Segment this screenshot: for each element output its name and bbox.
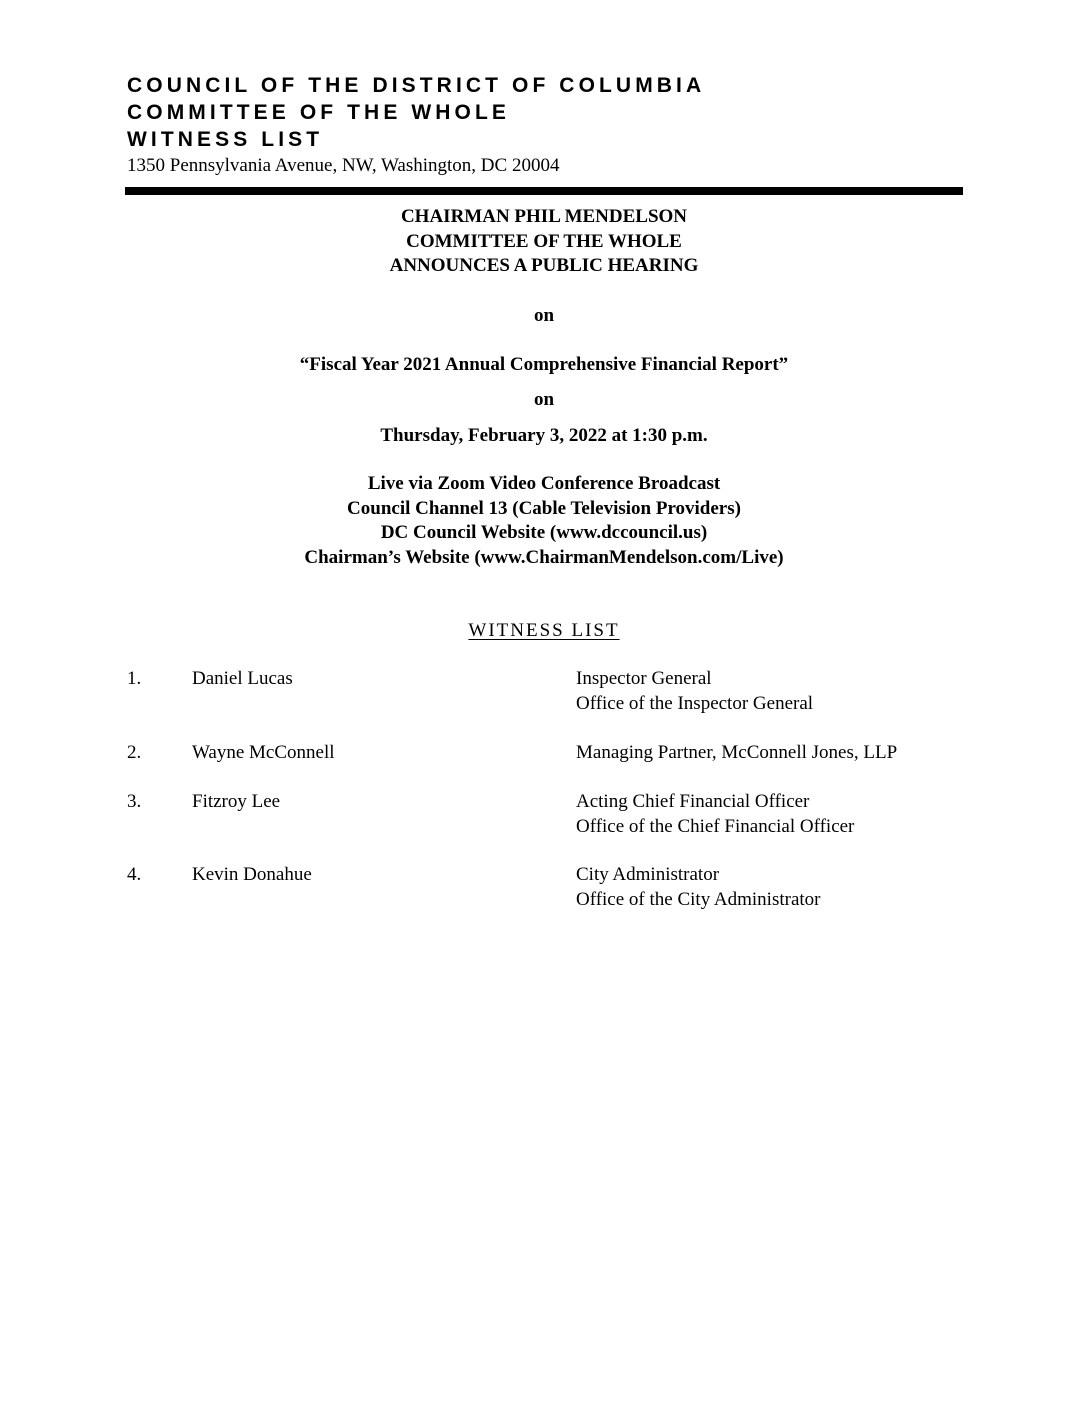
announcement-on-1: on (533, 305, 555, 326)
broadcast-info (125, 472, 963, 570)
broadcast-council-website: DC Council Website (www.dccouncil.us) (380, 522, 708, 543)
hearing-datetime: Thursday, February 3, 2022 at 1:30 p.m. (380, 425, 708, 446)
witness-name: Fitzroy Lee (192, 791, 281, 812)
header-rule (125, 187, 963, 195)
witness-number: 1. (127, 668, 142, 689)
witness-number: 4. (127, 864, 142, 885)
witness-name: Wayne McConnell (192, 742, 335, 763)
letterhead-committee: COMMITTEE OF THE WHOLE (127, 101, 511, 124)
witness-number: 2. (127, 742, 142, 763)
broadcast-chairman-website: Chairman’s Website (www.ChairmanMendelson.com/Live) (304, 546, 784, 568)
letterhead-document-type: WITNESS LIST (127, 128, 324, 151)
witness-affiliation (576, 741, 897, 766)
hearing-subject: “Fiscal Year 2021 Annual Comprehensive Financial Report” (299, 354, 789, 375)
witness-name: Kevin Donahue (192, 864, 312, 885)
letterhead (127, 72, 967, 178)
announcement-hearing: ANNOUNCES A PUBLIC HEARING (389, 255, 699, 276)
announcement-committee: COMMITTEE OF THE WHOLE (406, 230, 682, 252)
witness-office: Office of the Inspector General (576, 692, 814, 714)
witness-number: 3. (127, 791, 142, 812)
announcement-chairman: CHAIRMAN PHIL MENDELSON (400, 206, 688, 227)
witness-affiliation (576, 790, 854, 839)
letterhead-address: 1350 Pennsylvania Avenue, NW, Washington, DC 20004 (127, 155, 560, 176)
witness-affiliation (576, 667, 813, 716)
broadcast-channel: Council Channel 13 (Cable Television Providers) (347, 497, 741, 519)
letterhead-council: COUNCIL OF THE DISTRICT OF COLUMBIA (127, 74, 706, 97)
announcement-on-2: on (533, 389, 555, 410)
broadcast-zoom: Live via Zoom Video Conference Broadcast (367, 473, 721, 494)
announcement-heading (125, 205, 963, 279)
witness-list-heading-text: WITNESS LIST (468, 620, 620, 641)
witness-office: Office of the City Administrator (576, 888, 821, 910)
witness-name: Daniel Lucas (192, 668, 293, 689)
witness-title: City Administrator (576, 864, 720, 885)
witness-title: Managing Partner, McConnell Jones, LLP (576, 742, 898, 763)
witness-title: Inspector General (576, 668, 712, 689)
witness-title: Acting Chief Financial Officer (576, 791, 810, 812)
witness-office: Office of the Chief Financial Officer (576, 815, 855, 837)
witness-affiliation (576, 863, 821, 912)
witness-list-heading (125, 619, 963, 643)
